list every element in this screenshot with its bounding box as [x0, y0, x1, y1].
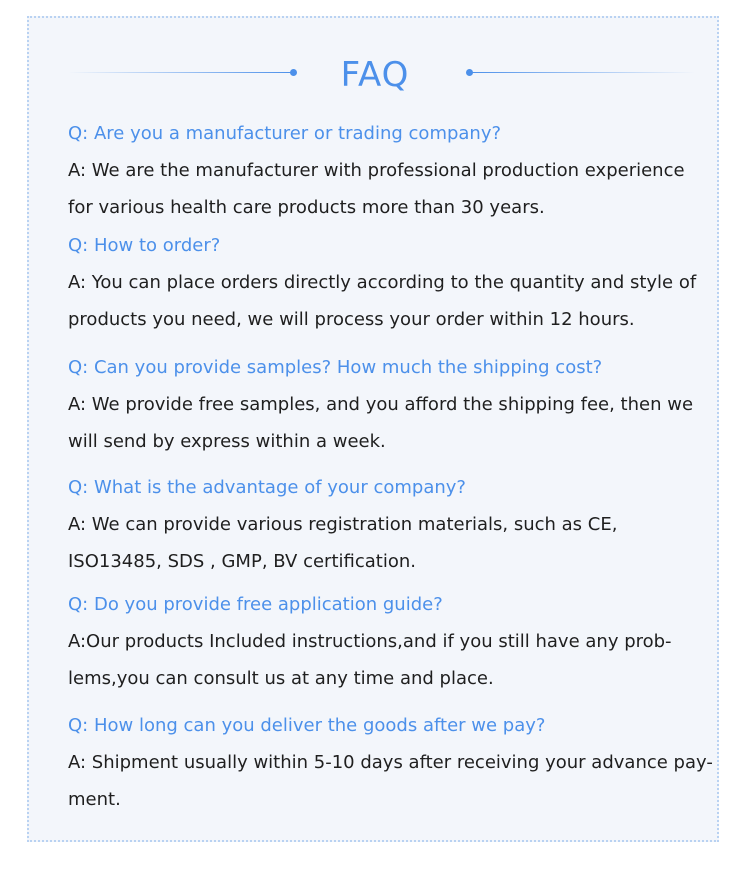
faq-answer: [68, 506, 708, 580]
faq-answer-line: A: We can provide various registration materials, such as CE,: [68, 514, 618, 535]
faq-header: [0, 0, 750, 120]
faq-answer: [68, 386, 708, 460]
faq-item-advantage: [68, 476, 708, 580]
faq-answer: [68, 264, 708, 338]
faq-item-samples: [68, 356, 708, 460]
faq-answer-line: will send by express within a week.: [68, 431, 386, 452]
faq-answer-line: ISO13485, SDS , GMP, BV certification.: [68, 551, 416, 572]
faq-question: Q: Are you a manufacturer or trading company?: [68, 123, 502, 144]
faq-answer-line: A:Our products Included instructions,and if you still have any prob-: [68, 631, 672, 652]
faq-answer: [68, 744, 713, 818]
faq-answer-line: A: We are the manufacturer with professional production experience: [68, 160, 685, 181]
faq-answer: [68, 152, 708, 226]
faq-answer-line: A: We provide free samples, and you afford the shipping fee, then we: [68, 394, 694, 415]
right-divider-line: [470, 72, 695, 73]
faq-answer-line: A: Shipment usually within 5-10 days after receiving your advance pay-: [68, 752, 713, 773]
faq-item-delivery: [68, 714, 713, 818]
faq-answer-line: products you need, we will process your order within 12 hours.: [68, 309, 635, 330]
faq-item-order: [68, 234, 708, 338]
faq-answer-line: A: You can place orders directly according to the quantity and style of: [68, 272, 697, 293]
page-title: FAQ: [340, 55, 410, 95]
faq-answer-line: for various health care products more than 30 years.: [68, 197, 545, 218]
faq-question: Q: What is the advantage of your company?: [68, 477, 466, 498]
faq-question: Q: How long can you deliver the goods after we pay?: [68, 715, 546, 736]
faq-question: Q: Do you provide free application guide?: [68, 594, 443, 615]
faq-answer-line: lems,you can consult us at any time and place.: [68, 668, 494, 689]
faq-question: Q: Can you provide samples? How much the shipping cost?: [68, 357, 603, 378]
faq-answer: [68, 623, 708, 697]
faq-item-application-guide: [68, 593, 708, 697]
faq-item-manufacturer: [68, 122, 708, 226]
faq-answer-line: ment.: [68, 789, 121, 810]
faq-question: Q: How to order?: [68, 235, 221, 256]
